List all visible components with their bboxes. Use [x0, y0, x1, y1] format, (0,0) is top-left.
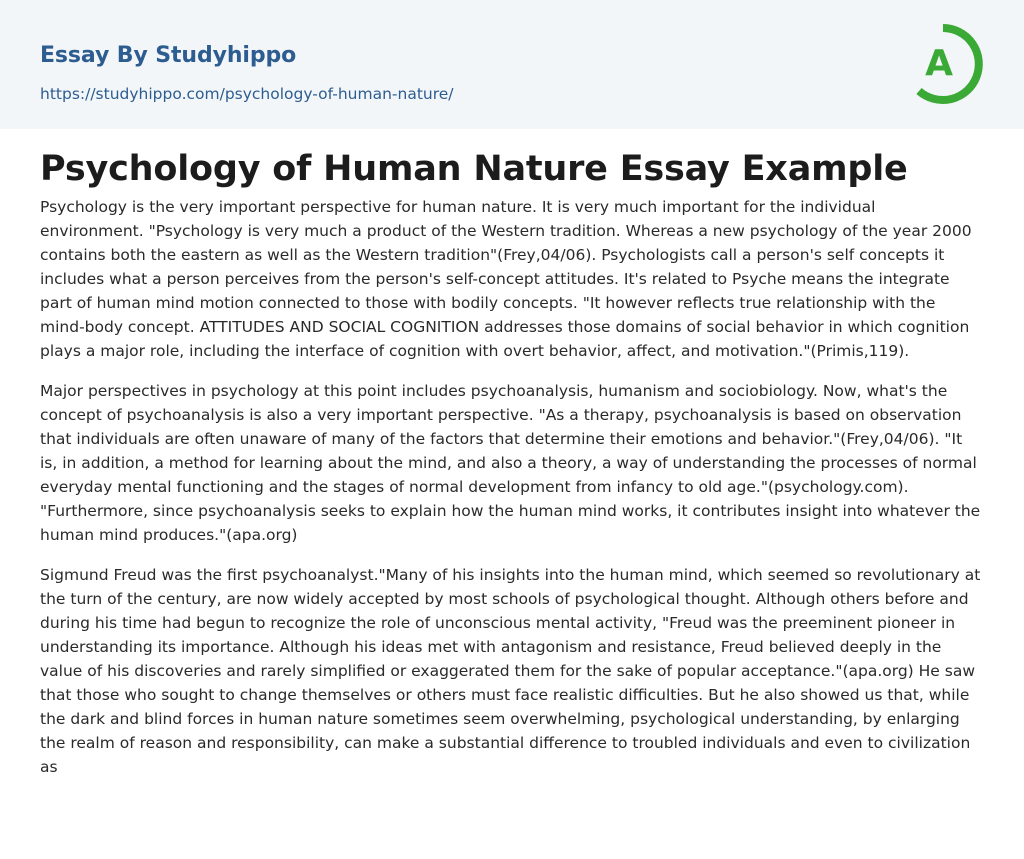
- paragraph: Sigmund Freud was the first psychoanalyst."Many of his insights into the human mind, which seemed so revolutionary at the turn of the century, are now widely accepted by most schools of psychological thought. Although others before and during his time had begun to recognize the role of unconscious mental activity, "Freud was the preeminent pioneer in understanding its importance. Although his ideas met with antagonism and resistance, Freud believed deeply in the value of his discoveries and rarely simplified or exaggerated them for the sake of popular acceptance."(apa.org) He saw that those who sought to change themselves or others must face realistic difficulties. But he also showed us that, while the dark and blind forces in human nature sometimes seem overwhelming, psychological understanding, by enlarging the realm of reason and responsibility, can make a substantial difference to troubled individuals and even to civilization as: [40, 566, 981, 776]
- paragraph: Psychology is the very important perspective for human nature. It is very much important for the individual environment. "Psychology is very much a product of the Western tradition. Whereas a new psychology of the year 2000 contains both the eastern as well as the Western tradition"(Frey,04/06). Psychologists call a person's self concepts it includes what a person perceives from the person's self-concept attitudes. It's related to Psyche means the integrate part of human mind motion connected to those with bodily concepts. "It however reflects true relationship with the mind-body concept. ATTITUDES AND SOCIAL COGNITION addresses those domains of social behavior in which cognition plays a major role, including the interface of cognition with overt behavior, affect, and motivation."(Primis,119).: [40, 198, 972, 360]
- logo-letter: A: [925, 43, 953, 84]
- paragraph: Major perspectives in psychology at this point includes psychoanalysis, humanism and sociobiology. Now, what's the concept of psychoanalysis is also a very important perspective. "As a therapy, psychoanalysis is based on observation that individuals are often unaware of many of the factors that determine their emotions and behavior."(Frey,04/06). "It is, in addition, a method for learning about the mind, and also a theory, a way of understanding the processes of normal everyday mental functioning and the stages of normal development from infancy to old age."(psychology.com). "Furthermore, since psychoanalysis seeks to explain how the human mind works, it contributes insight into whatever the human mind produces."(apa.org): [40, 382, 981, 544]
- essay-content: [0, 147, 1024, 779]
- site-brand[interactable]: Essay By Studyhippo: [40, 43, 297, 68]
- source-url-link[interactable]: https://studyhippo.com/psychology-of-human-nature/: [40, 85, 454, 103]
- studyhippo-logo-icon[interactable]: [906, 18, 988, 106]
- page-title: Psychology of Human Nature Essay Example: [40, 149, 908, 189]
- site-header: [0, 0, 1024, 129]
